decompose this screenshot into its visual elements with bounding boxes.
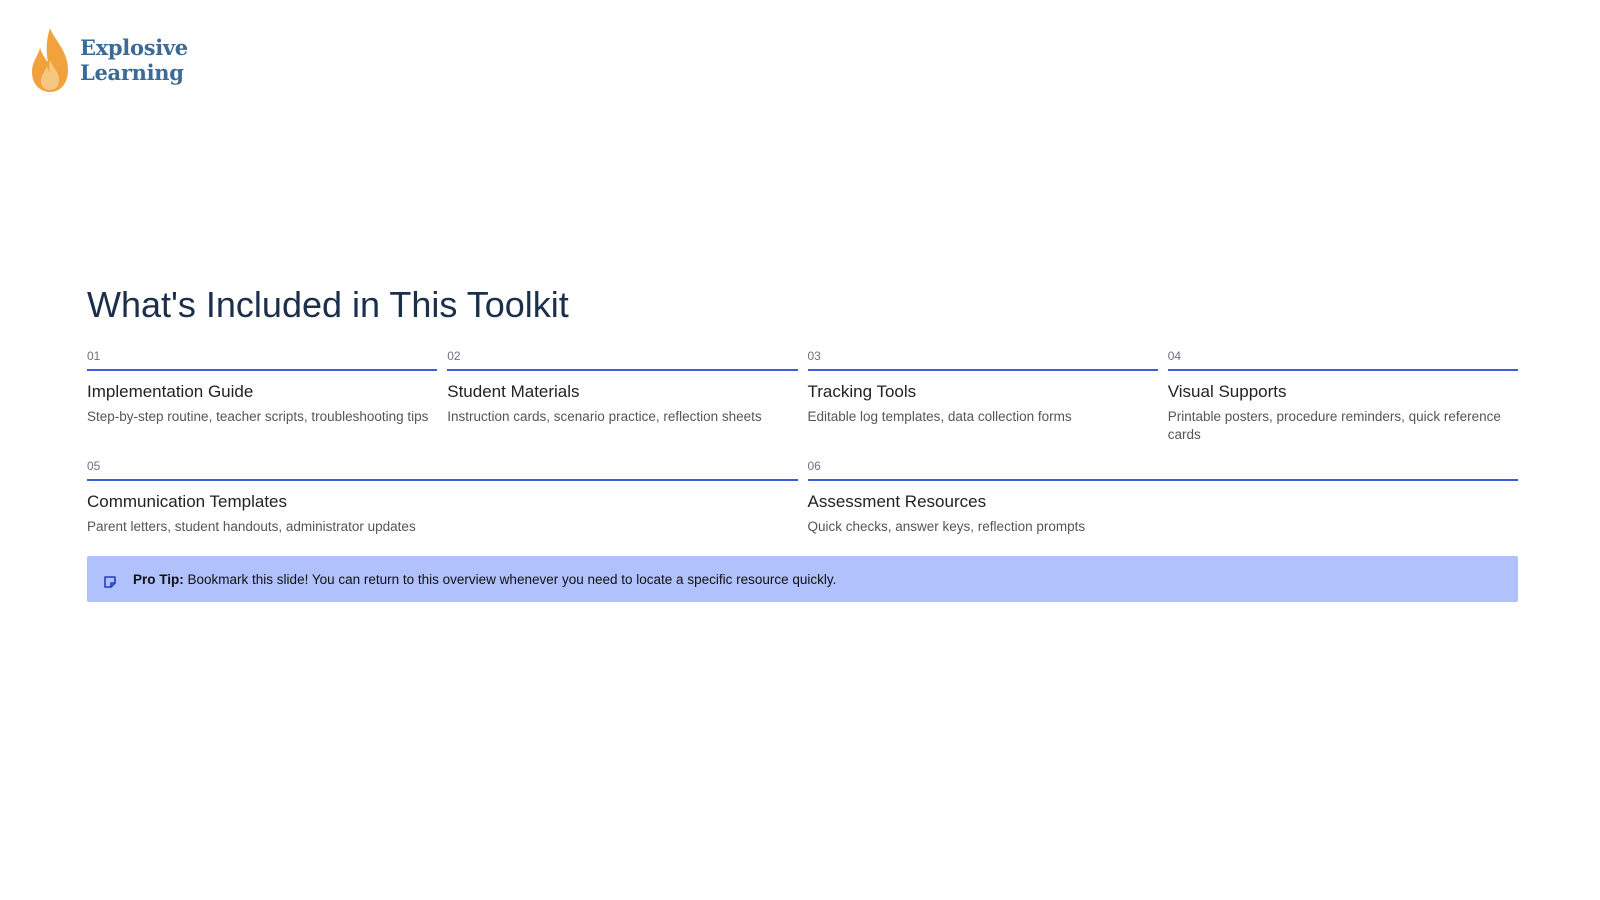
item-number: 02 bbox=[447, 348, 797, 371]
item-description: Instruction cards, scenario practice, reflection sheets bbox=[447, 409, 762, 424]
sticky-note-icon bbox=[103, 575, 117, 589]
brand-name-line2: Learning bbox=[80, 60, 184, 85]
item-title: Implementation Guide bbox=[87, 382, 254, 401]
toolkit-overview bbox=[87, 282, 1518, 602]
item-description: Parent letters, student handouts, administrator updates bbox=[87, 519, 416, 534]
item-description: Step-by-step routine, teacher scripts, troubleshooting tips bbox=[87, 409, 429, 424]
item-title: Communication Templates bbox=[87, 492, 287, 511]
pro-tip-text bbox=[133, 572, 836, 587]
item-title: Student Materials bbox=[447, 382, 580, 401]
toolkit-item-assessment-resources bbox=[808, 458, 1519, 536]
item-description: Quick checks, answer keys, reflection prompts bbox=[807, 519, 1086, 534]
toolkit-items bbox=[87, 348, 1518, 536]
item-number: 01 bbox=[87, 348, 437, 371]
item-number: 05 bbox=[87, 458, 798, 481]
page-title: What's Included in This Toolkit bbox=[87, 284, 569, 325]
item-description: Printable posters, procedure reminders, quick reference cards bbox=[1167, 409, 1501, 442]
item-description: Editable log templates, data collection forms bbox=[807, 409, 1072, 424]
item-title: Tracking Tools bbox=[807, 382, 917, 401]
toolkit-item-student-materials bbox=[447, 348, 797, 444]
item-title: Visual Supports bbox=[1167, 382, 1287, 401]
brand-name bbox=[80, 35, 188, 85]
item-number: 04 bbox=[1168, 348, 1518, 371]
item-title: Assessment Resources bbox=[807, 492, 987, 511]
item-number: 03 bbox=[808, 348, 1158, 371]
pro-tip-body: Bookmark this slide! You can return to this overview whenever you need to locate a specific resource quickly. bbox=[187, 571, 837, 587]
pro-tip-label: Pro Tip: bbox=[133, 571, 184, 587]
toolkit-item-communication-templates bbox=[87, 458, 798, 536]
brand-logo bbox=[28, 26, 188, 94]
toolkit-item-visual-supports bbox=[1168, 348, 1518, 444]
toolkit-item-implementation-guide bbox=[87, 348, 437, 444]
flame-icon bbox=[28, 26, 72, 94]
item-number: 06 bbox=[808, 458, 1519, 481]
pro-tip-callout bbox=[87, 556, 1518, 602]
toolkit-item-tracking-tools bbox=[808, 348, 1158, 444]
brand-name-line1: Explosive bbox=[80, 35, 188, 60]
